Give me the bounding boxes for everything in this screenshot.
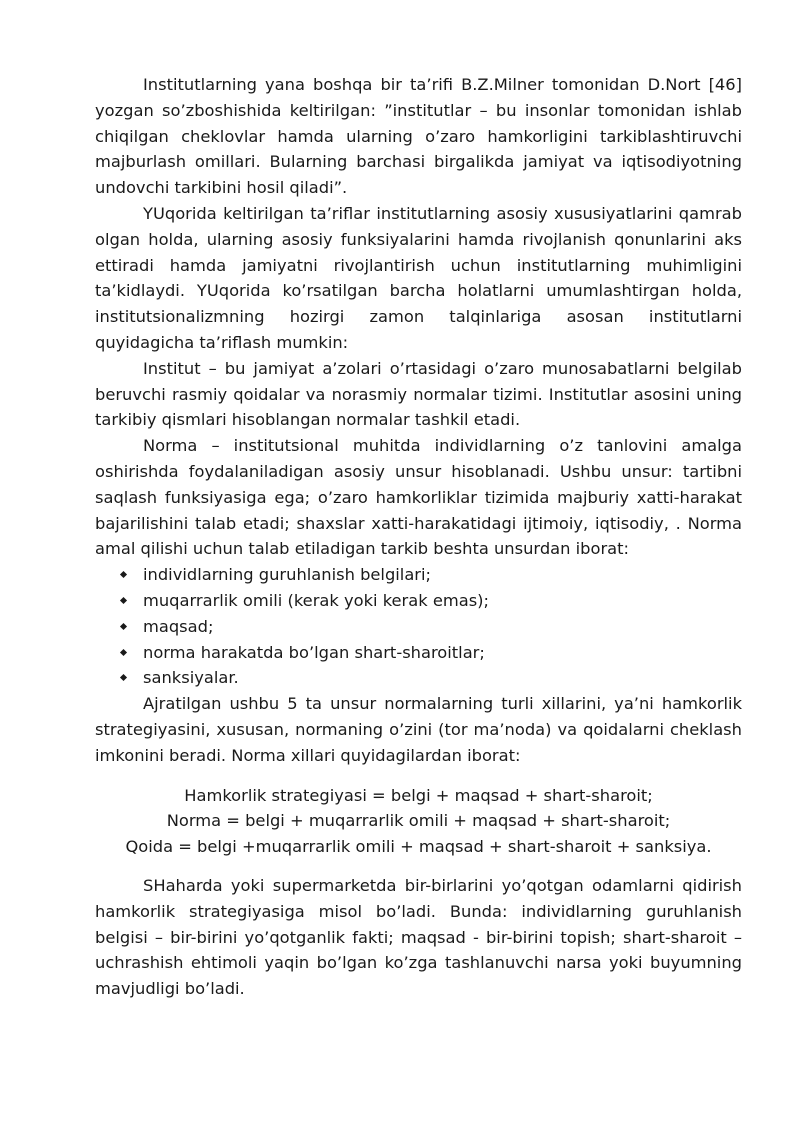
diamond-bullet-icon — [120, 571, 127, 578]
paragraph-definitions-summary: YUqorida keltirilgan ta’riflar institutlarning asosiy xususiyatlarini qamrab olgan holda, ularning asosiy funksiyalarini hamda rivojlanish qonunlarini aks ettiradi hamda jamiyatni rivojlantirish uchun institutlarning muhimligini ta’kidlaydi. YUqorida ko’rsatilgan barcha holatlarni umumlashtirgan holda, institutsionalizmning hozirgi zamon talqinlariga asosan institutlarni quyidagicha ta’riflash mumkin: — [95, 203, 742, 352]
list-item — [95, 588, 742, 614]
list-item-text: maqsad; — [143, 616, 214, 636]
diamond-bullet-icon — [120, 623, 127, 630]
document-page — [95, 72, 742, 1002]
list-item — [95, 614, 742, 640]
paragraph-norm-types-intro: Ajratilgan ushbu 5 ta unsur normalarning turli xillarini, ya’ni hamkorlik strategiyasini, xususan, normaning o’zini (tor ma’noda) va qoidalarni cheklash imkonini beradi. Norma xillari quyidagilardan iborat: — [95, 694, 742, 765]
list-item-text: individlarning guruhlanish belgilari; — [143, 565, 432, 585]
formula-norm: Norma = belgi + muqarrarlik omili + maqsad + shart-sharoit; — [166, 811, 671, 831]
paragraph-example: SHaharda yoki supermarketda bir-birlarini yo’qotgan odamlarni qidirish hamkorlik strategiyasiga misol bo’ladi. Bunda: individlarning guruhlanish belgisi – bir-birini yo’qotganlik fakti; maqsad - bir-birini topish; shart-sharoit – uchrashish ehtimoli yaqin bo’lgan ko’zga tashlanuvchi narsa yoki buyumning mavjudligi bo’ladi. — [95, 875, 742, 999]
list-item-text: norma harakatda bo’lgan shart-sharoitlar; — [143, 642, 485, 662]
diamond-bullet-icon — [120, 648, 127, 655]
list-item — [95, 562, 742, 588]
formula-rule: Qoida = belgi +muqarrarlik omili + maqsad + shart-sharoit + sanksiya. — [125, 837, 712, 857]
paragraph-norma-definition: Norma – institutsional muhitda individlarning o’z tanlovini amalga oshirishda foydalaniladigan asosiy unsur hisoblanadi. Ushbu unsur: tartibni saqlash funksiyasiga ega; o’zaro hamkorliklar tizimida majburiy xatti-harakat bajarilishini talab etadi; shaxslar xatti-harakatidagi ijtimoiy, iqtisodiy, . Norma amal qilishi uchun talab etiladigan tarkib beshta unsurdan iborat: — [95, 436, 742, 559]
list-item-text: sanksiyalar. — [143, 668, 239, 688]
norm-elements-list — [95, 562, 742, 691]
diamond-bullet-icon — [120, 597, 127, 604]
formula-cooperation-strategy: Hamkorlik strategiyasi = belgi + maqsad + shart-sharoit; — [184, 785, 653, 805]
diamond-bullet-icon — [120, 674, 127, 681]
paragraph-institut-definition: Institut – bu jamiyat a’zolari o’rtasidagi o’zaro munosabatlarni belgilab beruvchi rasmiy qoidalar va norasmiy normalar tizimi. Institutlar asosini uning tarkibiy qismlari hisoblangan normalar tashkil etadi. — [95, 358, 742, 430]
list-item — [95, 665, 742, 691]
list-item — [95, 640, 742, 666]
paragraph-institutions-definition: Institutlarning yana boshqa bir ta’rifi B.Z.Milner tomonidan D.Nort [46] yozgan so’zboshishida keltirilgan: ”institutlar – bu insonlar tomonidan ishlab chiqilgan cheklovlar hamda ularning o’zaro hamkorligini tarkiblashtiruvchi majburlash omillari. Bularning barchasi birgalikda jamiyat va iqtisodiyotning undovchi tarkibini hosil qiladi”. — [95, 75, 742, 198]
norm-formulas — [95, 783, 742, 860]
list-item-text: muqarrarlik omili (kerak yoki kerak emas); — [143, 590, 490, 610]
